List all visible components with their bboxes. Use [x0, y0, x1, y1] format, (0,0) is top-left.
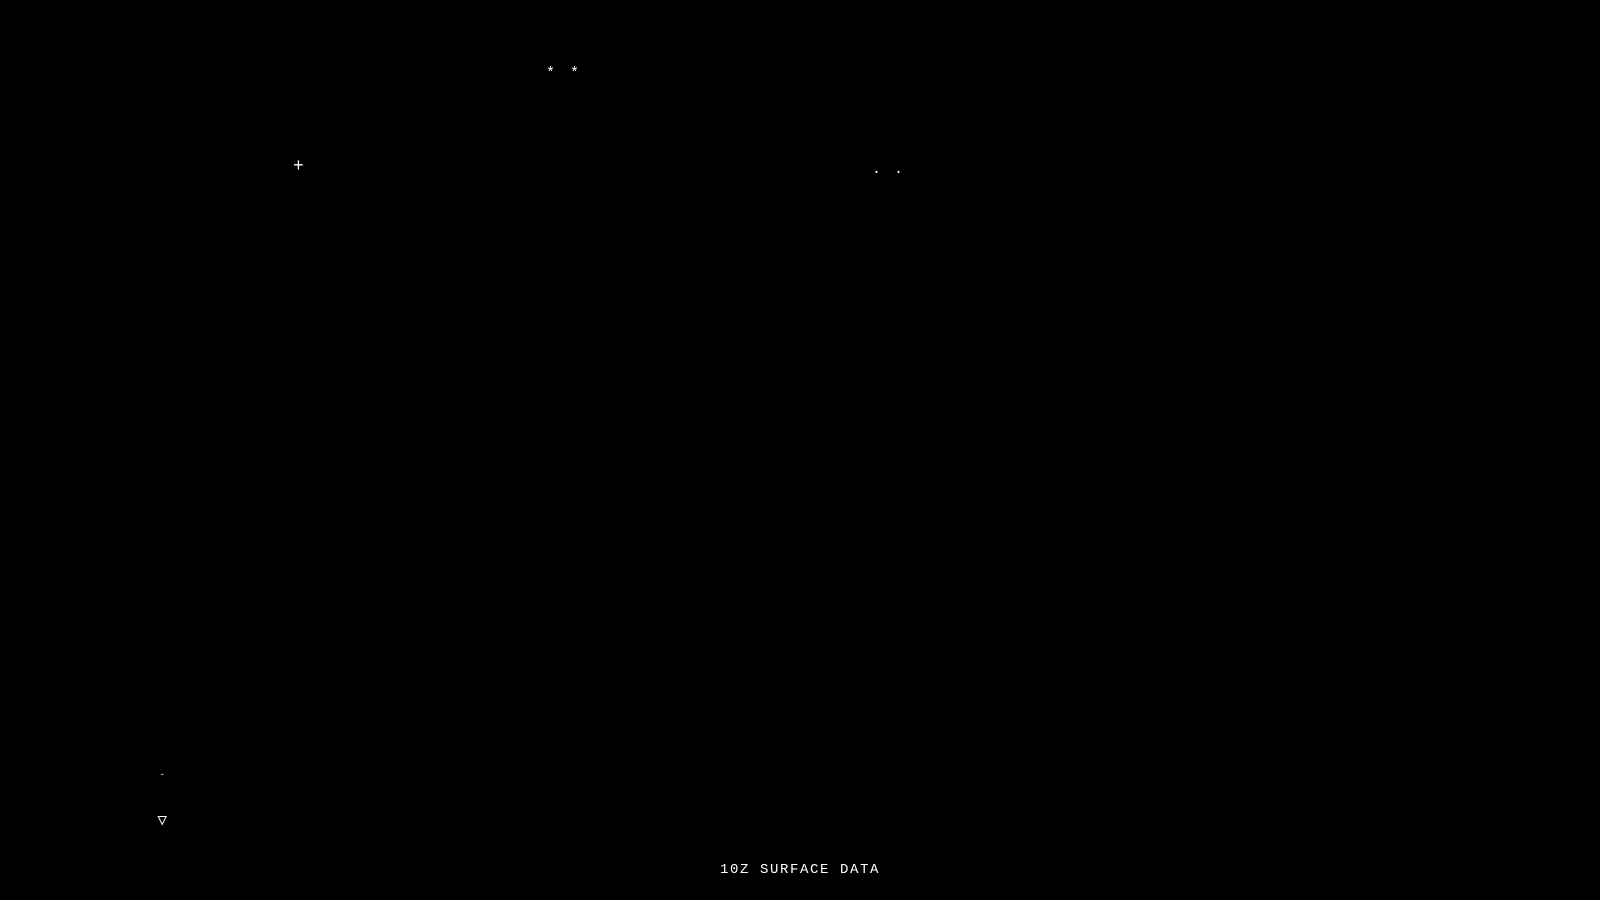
nabla-tick-icon: ˘ [159, 774, 166, 785]
station-asterisk-pair-icon: * * [546, 65, 583, 82]
station-dot-pair-icon: . . [872, 161, 906, 178]
station-nabla-marker-icon [143, 744, 181, 859]
surface-data-title: 10Z SURFACE DATA [719, 862, 881, 878]
nabla-glyph-icon: ▽ [157, 812, 168, 830]
station-plus-marker-icon: + [293, 157, 304, 177]
